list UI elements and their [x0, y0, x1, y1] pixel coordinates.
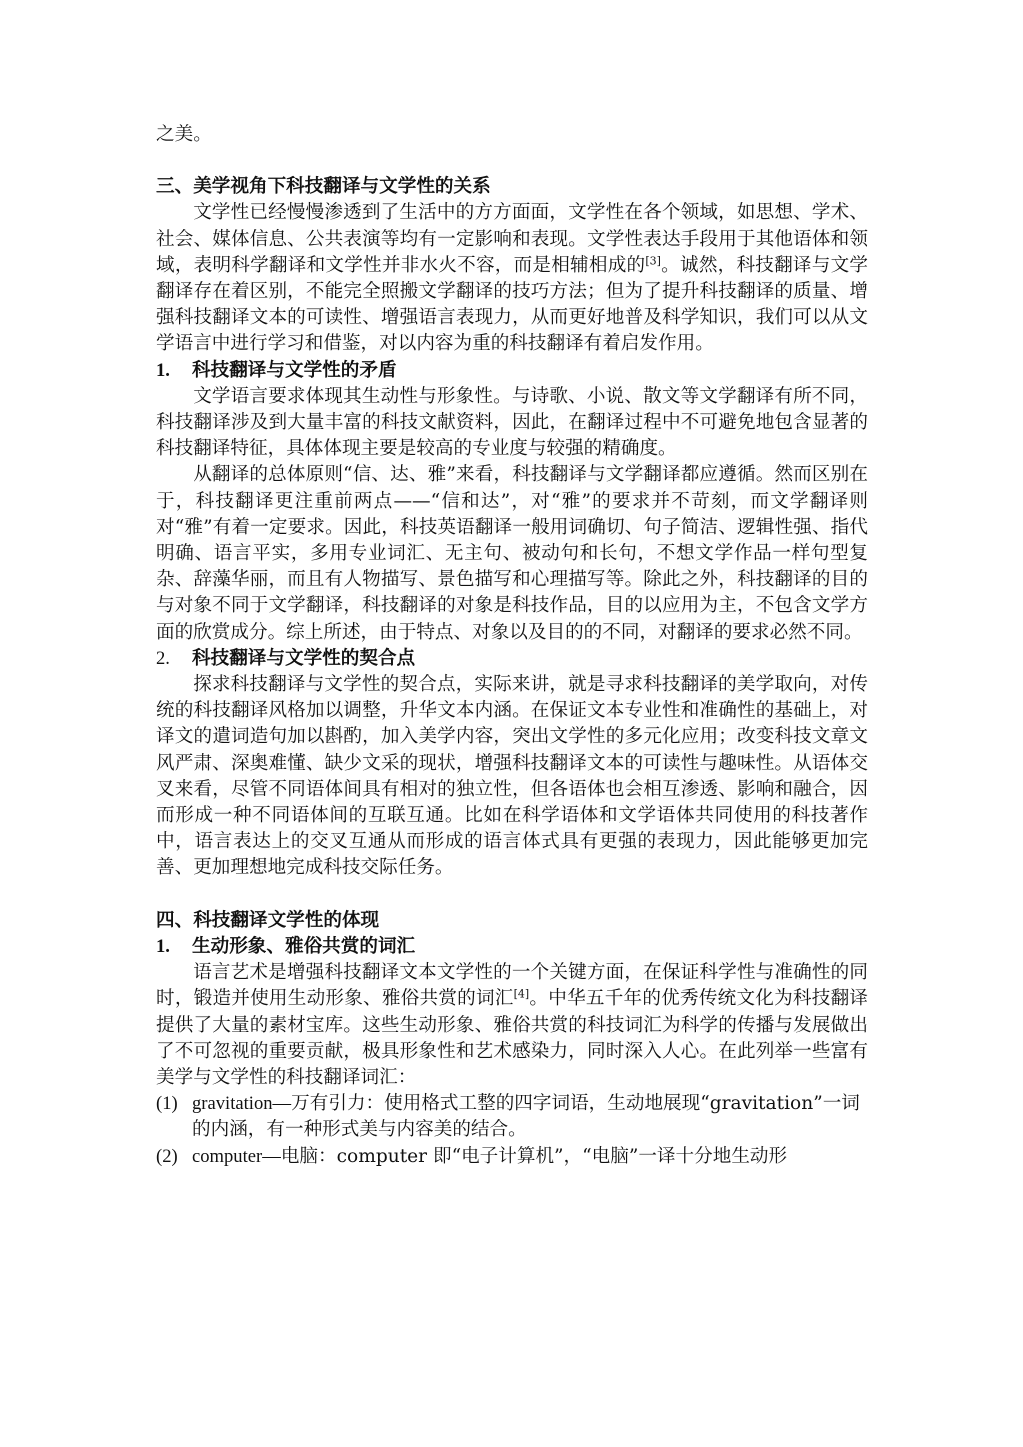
section-3-heading: 三、美学视角下科技翻译与文学性的关系: [156, 176, 491, 198]
example-item: [156, 1144, 868, 1170]
section-3-intro: [156, 200, 868, 357]
citation-3: [3]: [645, 254, 661, 268]
section-4-heading: 四、科技翻译文学性的体现: [156, 909, 380, 931]
subsection-3-1-heading: [156, 358, 868, 384]
intro-text-a: 文学性已经慢慢渗透到了生活中的方方面面，文学性在各个领域，如思想、学术、社会、媒体信息、公共表演等均有一定影响和表现。文学性表达手段用于其他语体和领域，表明科学翻译和文学性并非水火不容，而是相辅相成的: [156, 202, 868, 276]
subsection-title: 科技翻译与文学性的矛盾: [192, 359, 397, 381]
document-body: [156, 122, 868, 1170]
example-description: 万有引力：使用格式工整的四字词语，生动地展现“gravitation”一词的内涵，有一种形式美与内容美的结合。: [192, 1093, 860, 1141]
paragraph: [156, 960, 868, 1091]
paragraph: 文学语言要求体现其生动性与形象性。与诗歌、小说、散文等文学翻译有所不同，科技翻译涉及到大量丰富的科技文献资料，因此，在翻译过程中不可避免地包含显著的科技翻译特征，具体体现主要是较高的专业度与较强的精确度。: [156, 385, 868, 460]
paragraph-text-b: 。中华五千年的优秀传统文化为科技翻译提供了大量的素材宝库。这些生动形象、雅俗共赏的科技词汇为科学的传播与发展做出了不可忽视的重要贡献，极具形象性和艺术感染力，同时深入人心。在此列举一些富有美学与文学性的科技翻译词汇：: [156, 988, 868, 1088]
continuation-text: 之美。: [156, 124, 212, 145]
paragraph: 从翻译的总体原则“信、达、雅”来看，科技翻译与文学翻译都应遵循。然而区别在于，科技翻译更注重前两点——“信和达”，对“雅”的要求并不苛刻，而文学翻译则对“雅”有着一定要求。因此，科技英语翻译一般用词确切、句子简洁、逻辑性强、指代明确、语言平实，多用专业词汇、无主句、被动句和长句，不想文学作品一样句型复杂、辞藻华丽，而且有人物描写、景色描写和心理描写等。除此之外，科技翻译的目的与对象不同于文学翻译，科技翻译的对象是科技作品，目的以应用为主，不包含文学方面的欣赏成分。综上所述，由于特点、对象以及目的的不同，对翻译的要求必然不同。: [156, 464, 868, 643]
citation-4: [4]: [513, 987, 530, 1001]
subsection-number: 1.: [156, 935, 170, 957]
subsection-4-1-heading: [156, 934, 868, 960]
subsection-3-2-heading: [156, 646, 868, 672]
spacer: [156, 148, 868, 174]
intro-text-b: 。诚然，科技翻译与文学翻译存在着区别，不能完全照搬文学翻译的技巧方法；但为了提升科技翻译的质量、增强科技翻译文本的可读性、增强语言表现力，从而更好地普及科学知识，我们可以从文学语言中进行学习和借鉴，对以内容为重的科技翻译有着启发作用。: [156, 254, 868, 355]
subsection-number: 1.: [156, 359, 170, 381]
spacer: [156, 882, 868, 908]
example-term: computer—: [192, 1145, 281, 1167]
example-description: 电脑：computer 即“电子计算机”，“电脑”一译十分地生动形: [280, 1145, 788, 1167]
example-item: [156, 1091, 868, 1143]
example-term: gravitation—: [192, 1093, 292, 1115]
example-label: (2): [156, 1145, 178, 1167]
example-text: [192, 1144, 868, 1170]
paragraph-text-a: 语言艺术是增强科技翻译文本文学性的一个关键方面，在保证科学性与准确性的同时，锻造并使用生动形象、雅俗共赏的词汇: [156, 962, 868, 1010]
subsection-title: 科技翻译与文学性的契合点: [192, 647, 416, 669]
example-label: (1): [156, 1093, 178, 1115]
paragraph: 探求科技翻译与文学性的契合点，实际来讲，就是寻求科技翻译的美学取向，对传统的科技翻译风格加以调整，升华文本内涵。在保证文本专业性和准确性的基础上，对译文的遣词造句加以斟酌，加入美学内容，突出文学性的多元化应用；改变科技文章文风严肃、深奥难懂、缺少文采的现状，增强科技翻译文本的可读性与趣味性。从语体交叉来看，尽管不同语体间具有相对的独立性，但各语体也会相互渗透、影响和融合，因而形成一种不同语体间的互联互通。比如在科学语体和文学语体共同使用的科技著作中，语言表达上的交叉互通从而形成的语言体式具有更强的表现力，因此能够更加完善、更加理想地完成科技交际任务。: [156, 674, 868, 879]
subsection-number: 2.: [156, 647, 170, 669]
subsection-title: 生动形象、雅俗共赏的词汇: [192, 935, 416, 957]
example-text: [192, 1091, 868, 1143]
